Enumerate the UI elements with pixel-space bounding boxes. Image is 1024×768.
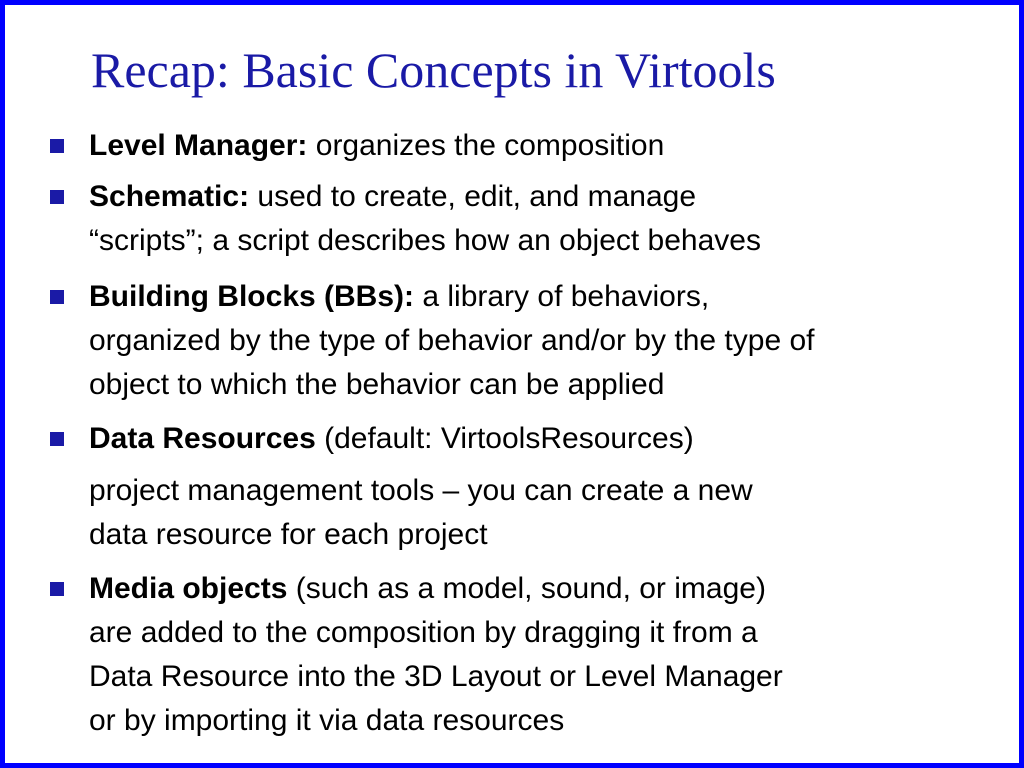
paragraph-line: data resource for each project: [89, 518, 488, 551]
bullet-line: [89, 567, 783, 611]
bullet-text: organizes the composition: [307, 129, 665, 162]
bullet-text: used to create, edit, and manage: [249, 180, 697, 213]
bullet-term: Level Manager:: [89, 129, 308, 162]
bullet-item-schematic: [89, 175, 761, 263]
bullet-item-level-manager: [89, 124, 664, 168]
bullet-line: organized by the type of behavior and/or by the type of: [89, 324, 815, 357]
bullet-term: Media objects: [89, 572, 288, 605]
bullet-item-building-blocks: [89, 275, 814, 407]
bullet-line: are added to the composition by dragging it from a: [89, 616, 758, 649]
paragraph-line: project management tools – you can create a new: [89, 474, 753, 507]
bullet-text: (default: VirtoolsResources): [315, 422, 694, 455]
bullet-term: Data Resources: [89, 422, 316, 455]
bullet-text: (such as a model, sound, or image): [287, 572, 766, 605]
bullet-term: Building Blocks (BBs):: [89, 280, 415, 313]
square-bullet-icon: [50, 139, 64, 153]
bullet-line: [89, 275, 814, 319]
bullet-line: object to which the behavior can be applied: [89, 368, 665, 401]
bullet-item-media-objects: [89, 567, 783, 743]
square-bullet-icon: [50, 582, 64, 596]
bullet-text: a library of behaviors,: [414, 280, 710, 313]
bullet-line: [89, 417, 694, 461]
square-bullet-icon: [50, 190, 64, 204]
bullet-term: Schematic:: [89, 180, 250, 213]
square-bullet-icon: [50, 290, 64, 304]
bullet-line: or by importing it via data resources: [89, 704, 565, 737]
slide-title: Recap: Basic Concepts in Virtools: [91, 42, 776, 98]
bullet-line: [89, 124, 664, 168]
bullet-item-data-resources: [89, 417, 694, 461]
paragraph-project-management: [89, 469, 753, 557]
square-bullet-icon: [50, 432, 64, 446]
bullet-line: “scripts”; a script describes how an object behaves: [89, 224, 761, 257]
bullet-line: [89, 175, 761, 219]
bullet-line: Data Resource into the 3D Layout or Level Manager: [89, 660, 783, 693]
